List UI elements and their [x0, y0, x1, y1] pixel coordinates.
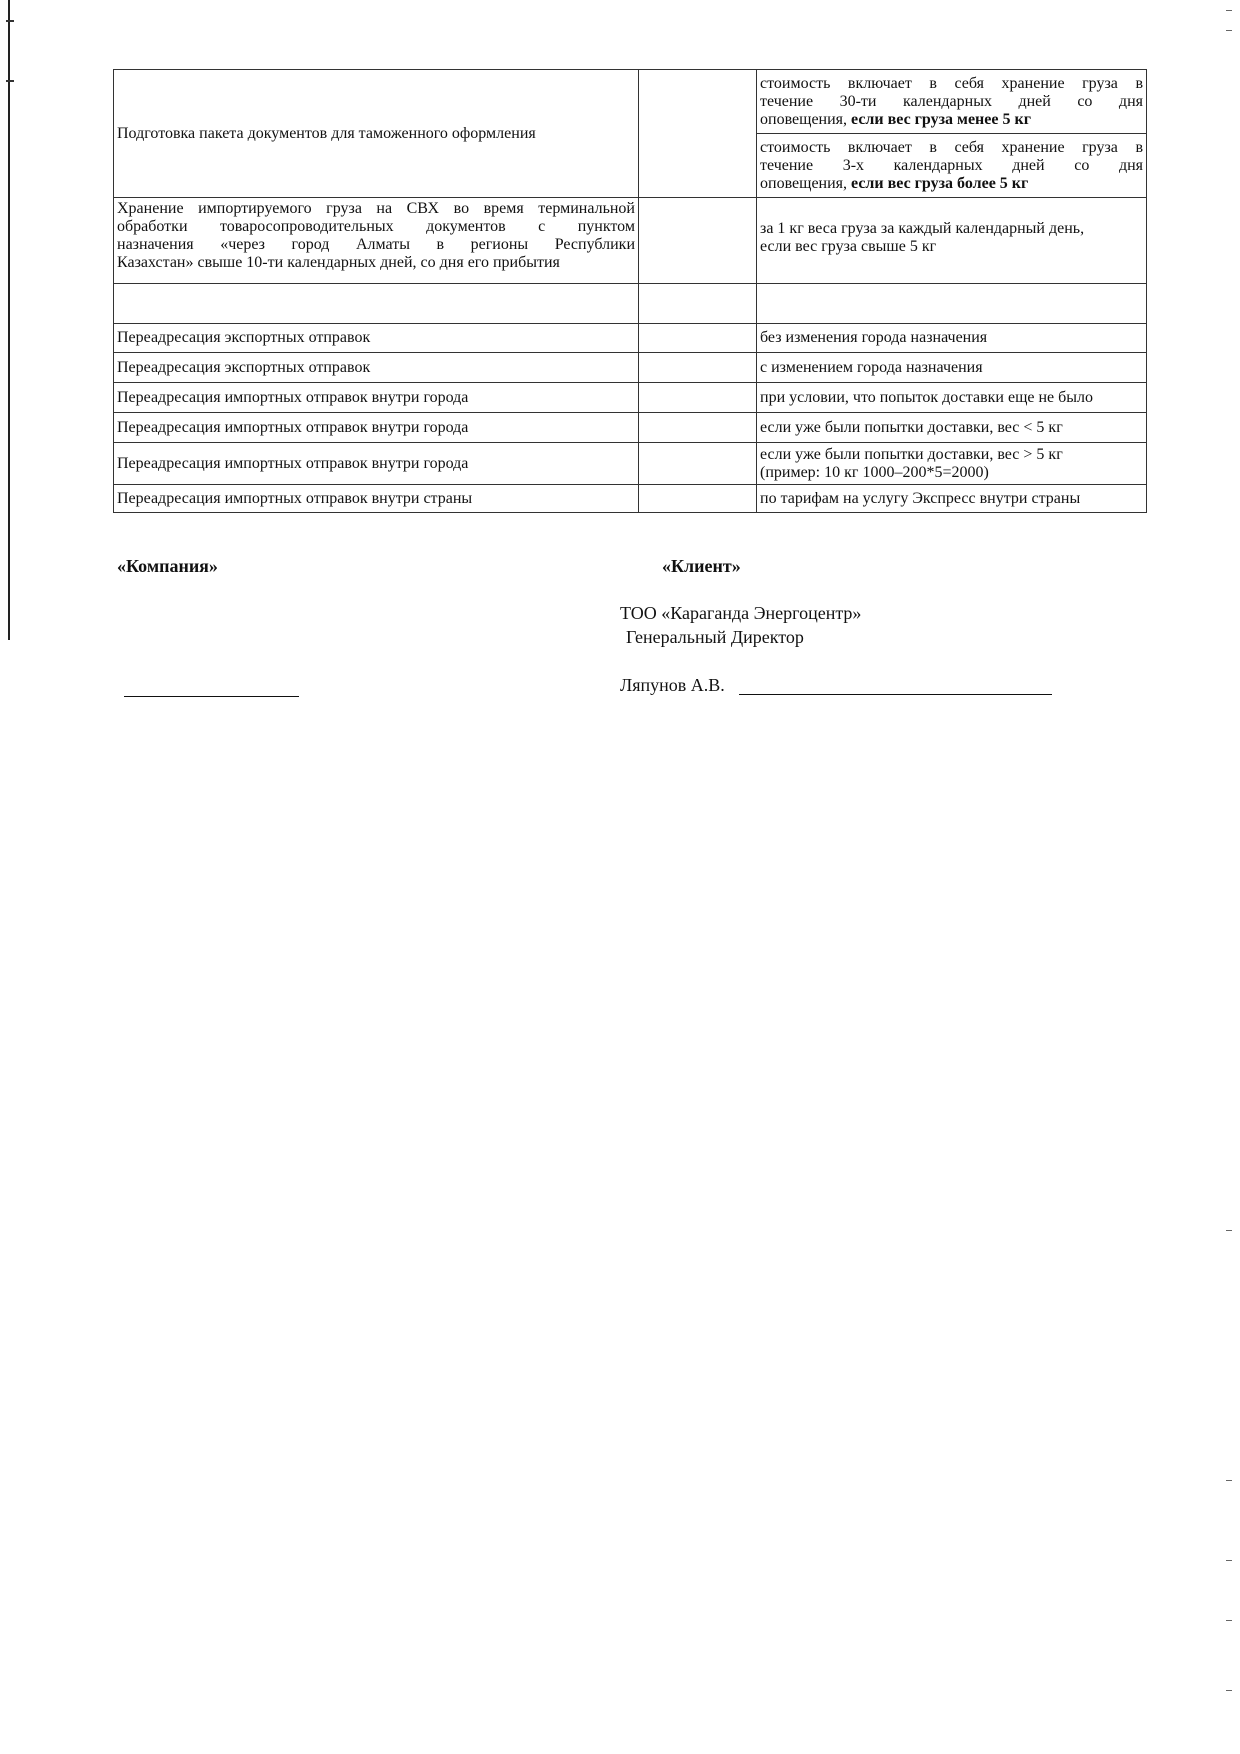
table-row — [114, 198, 1147, 284]
scan-mark — [1226, 1690, 1232, 1691]
empty-cell — [639, 284, 757, 324]
note-bold-text: если вес груза более 5 кг — [851, 174, 1029, 192]
client-position: Генеральный Директор — [626, 627, 804, 647]
scan-edge — [8, 0, 10, 640]
note-line: если вес груза свыше 5 кг — [760, 238, 937, 255]
scan-mark — [1226, 10, 1232, 11]
note-cell: без изменения города назначения — [757, 324, 1147, 353]
note-line: стоимость включает в себя хранение груза в — [760, 138, 1143, 156]
table-row — [114, 413, 1147, 443]
table-row — [114, 383, 1147, 413]
note-cell: с изменением города назначения — [757, 353, 1147, 383]
note-cell — [757, 443, 1147, 485]
table-row — [114, 284, 1147, 324]
service-cell: Переадресация импортных отправок внутри города — [114, 413, 639, 443]
note-text: оповещения, — [760, 174, 852, 192]
service-line: Казахстан» свыше 10-ти календарных дней, со дня его прибытия — [117, 254, 560, 271]
services-table — [113, 69, 1147, 513]
scan-mark — [1226, 1230, 1232, 1231]
scan-mark — [1226, 1620, 1232, 1621]
note-line: (пример: 10 кг 1000–200*5=2000) — [760, 463, 989, 481]
note-line — [760, 175, 1143, 193]
scan-tick — [6, 20, 14, 22]
company-label-text: «Компания» — [117, 556, 218, 576]
service-cell: Переадресация импортных отправок внутри города — [114, 383, 639, 413]
service-cell: Переадресация импортных отправок внутри города — [114, 443, 639, 485]
company-label — [117, 556, 218, 577]
note-line: за 1 кг веса груза за каждый календарный день, — [760, 220, 1085, 237]
scan-mark — [1226, 30, 1232, 31]
company-signature-line — [124, 696, 299, 697]
service-cell: Переадресация экспортных отправок — [114, 324, 639, 353]
price-cell — [639, 353, 757, 383]
client-label — [662, 556, 741, 577]
table-row — [114, 485, 1147, 513]
note-cell — [757, 134, 1147, 198]
note-cell: при условии, что попыток доставки еще не было — [757, 383, 1147, 413]
service-cell: Подготовка пакета документов для таможенного оформления — [114, 70, 639, 198]
service-cell: Переадресация экспортных отправок — [114, 353, 639, 383]
note-line: течение 3-х календарных дней со дня — [760, 156, 1143, 174]
table-row — [114, 70, 1147, 134]
note-cell: по тарифам на услугу Экспресс внутри страны — [757, 485, 1147, 513]
service-line: назначения «через город Алматы в регионы Республики — [117, 236, 635, 253]
price-cell — [639, 485, 757, 513]
service-cell: Переадресация импортных отправок внутри страны — [114, 485, 639, 513]
note-line — [760, 111, 1143, 129]
note-cell — [757, 198, 1147, 284]
table-row — [114, 443, 1147, 485]
note-line: стоимость включает в себя хранение груза в — [760, 74, 1143, 92]
price-cell — [639, 324, 757, 353]
scan-mark — [1226, 1560, 1232, 1561]
note-bold-text: если вес груза менее 5 кг — [851, 110, 1031, 128]
table-row — [114, 324, 1147, 353]
note-line: если уже были попытки доставки, вес > 5 кг — [760, 445, 1063, 463]
price-cell — [639, 198, 757, 284]
scan-mark — [1226, 1480, 1232, 1481]
empty-cell — [757, 284, 1147, 324]
empty-cell — [114, 284, 639, 324]
service-line: Хранение импортируемого груза на СВХ во время терминальной — [117, 200, 635, 217]
note-cell — [757, 70, 1147, 134]
note-line: течение 30-ти календарных дней со дня — [760, 92, 1143, 110]
price-cell — [639, 383, 757, 413]
service-line: обработки товаросопроводительных документов с пунктом — [117, 218, 635, 235]
note-cell: если уже были попытки доставки, вес < 5 кг — [757, 413, 1147, 443]
service-cell — [114, 198, 639, 284]
client-org: ТОО «Караганда Энергоцентр» — [620, 603, 862, 623]
price-cell — [639, 413, 757, 443]
client-signatory: Ляпунов А.В. — [620, 675, 725, 695]
client-label-text: «Клиент» — [662, 556, 741, 576]
note-text: оповещения, — [760, 110, 852, 128]
price-cell — [639, 443, 757, 485]
table-row — [114, 353, 1147, 383]
price-cell — [639, 70, 757, 198]
scan-tick — [6, 80, 14, 82]
client-signature-line — [739, 694, 1052, 695]
